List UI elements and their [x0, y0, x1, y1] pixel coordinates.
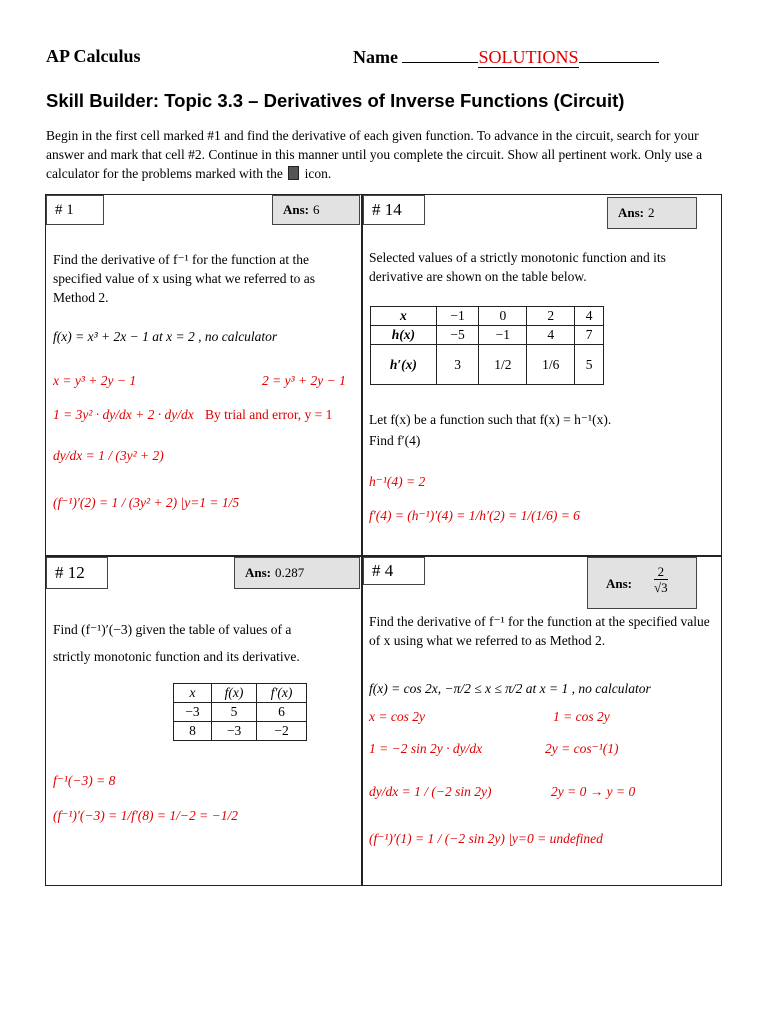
grid-divider-vertical [361, 194, 363, 886]
table-cell: −2 [257, 722, 307, 741]
cell-4-answer [587, 557, 697, 609]
cell-4-work-5: dy/dx = 1 / (−2 sin 2y) [369, 784, 492, 799]
cell-4-work-4: 2y = cos⁻¹(1) [545, 741, 619, 756]
cell-4-work-1: x = cos 2y [369, 709, 425, 724]
table-row [371, 307, 604, 326]
cell-4-answer-denominator: √3 [654, 580, 668, 595]
table-cell: −1 [479, 326, 527, 345]
cell-4-number: # 4 [363, 557, 425, 585]
name-value: SOLUTIONS [478, 47, 579, 67]
cell-12-answer-value: 0.287 [275, 565, 305, 580]
table-cell: 1/2 [479, 345, 527, 385]
cell-14-let: Let f(x) be a function such that f(x) = h⁻¹(x). [369, 412, 612, 427]
cell-14-answer [607, 197, 697, 229]
cell-4-answer-label: Ans: [606, 576, 633, 591]
table-cell: x [371, 307, 437, 326]
cell-14-find: Find f′(4) [369, 433, 421, 448]
table-cell: 5 [212, 703, 257, 722]
cell-4-given: f(x) = cos 2x, −π/2 ≤ x ≤ π/2 at x = 1 , no calculator [369, 681, 651, 696]
cell-4-work-2: 1 = cos 2y [553, 709, 610, 724]
cell-1-answer-label: Ans: [283, 202, 310, 217]
name-line [353, 46, 659, 68]
cell-14-work-2: f′(4) = (h⁻¹)′(4) = 1/h′(2) = 1/(1/6) = 6 [369, 508, 580, 523]
name-blank-left [402, 46, 478, 63]
cell-14-work-1: h⁻¹(4) = 2 [369, 474, 426, 489]
cell-12-number: # 12 [46, 557, 108, 589]
course-title: AP Calculus [46, 46, 141, 66]
name-blank-right [579, 46, 659, 63]
table-cell: 4 [575, 307, 604, 326]
table-row [174, 703, 307, 722]
table-cell: 8 [174, 722, 212, 741]
cell-1-given: f(x) = x³ + 2x − 1 at x = 2 , no calculator [53, 329, 278, 344]
table-cell: 0 [479, 307, 527, 326]
cell-12-prompt-a: Find (f⁻¹)′(−3) given the table of values of a [53, 622, 292, 637]
cell-4-work-6: 2y = 0 → y = 0 [551, 784, 636, 799]
cell-1-answer-value: 6 [313, 202, 320, 217]
cell-14-table [370, 306, 604, 385]
cell-12-table [173, 683, 307, 741]
table-cell: 2 [527, 307, 575, 326]
table-cell: f′(x) [257, 684, 307, 703]
cell-1-work-4: By trial and error, y = 1 [205, 407, 333, 422]
table-cell: 7 [575, 326, 604, 345]
cell-12-answer-label: Ans: [245, 565, 272, 580]
table-cell: −1 [436, 307, 479, 326]
cell-1-work-1: x = y³ + 2y − 1 [53, 373, 137, 388]
table-cell: h(x) [371, 326, 437, 345]
cell-14-answer-label: Ans: [618, 205, 645, 220]
cell-1-number: # 1 [46, 195, 104, 225]
cell-1-work-2: 2 = y³ + 2y − 1 [262, 373, 346, 388]
calculator-icon [288, 166, 299, 180]
cell-12-work-1: f⁻¹(−3) = 8 [53, 773, 116, 788]
table-row [371, 326, 604, 345]
table-cell: f(x) [212, 684, 257, 703]
table-cell: x [174, 684, 212, 703]
cell-1-answer [272, 195, 360, 225]
cell-12-prompt-b: strictly monotonic function and its derivative. [53, 649, 300, 664]
instructions-text: Begin in the first cell marked #1 and find the derivative of each given function. To advance in the circuit, search for your answer and mark that cell #2. Continue in this manner until you complete the circuit. Show all pertinent work. Only use a calculator for the problems marked with the [46, 128, 703, 181]
cell-1-work-5: dy/dx = 1 / (3y² + 2) [53, 448, 164, 463]
table-cell: 1/6 [527, 345, 575, 385]
cell-14-answer-value: 2 [648, 205, 655, 220]
name-label: Name [353, 47, 398, 67]
cell-14-number: # 14 [363, 195, 425, 225]
cell-1-work-6: (f⁻¹)′(2) = 1 / (3y² + 2) |y=1 = 1/5 [53, 495, 240, 510]
table-cell: 5 [575, 345, 604, 385]
page-title: Skill Builder: Topic 3.3 – Derivatives of Inverse Functions (Circuit) [46, 90, 625, 111]
table-row [174, 684, 307, 703]
cell-4-work-7: (f⁻¹)′(1) = 1 / (−2 sin 2y) |y=0 = undefined [369, 831, 603, 846]
cell-4-answer-value [654, 564, 668, 595]
cell-12-work-2: (f⁻¹)′(−3) = 1/f′(8) = 1/−2 = −1/2 [53, 808, 238, 823]
table-cell: h′(x) [371, 345, 437, 385]
table-cell: −3 [212, 722, 257, 741]
cell-4-work-3: 1 = −2 sin 2y · dy/dx [369, 741, 483, 756]
cell-1-prompt: Find the derivative of f⁻¹ for the function at the specified value of x using what we referred to as Method 2. [53, 252, 316, 305]
cell-1-work-3: 1 = 3y² · dy/dx + 2 · dy/dx [53, 407, 194, 422]
cell-4-prompt: Find the derivative of f⁻¹ for the function at the specified value of x using what we referred to as Method 2. [369, 614, 710, 648]
table-cell: 6 [257, 703, 307, 722]
instructions-end: icon. [304, 166, 332, 181]
table-cell: 4 [527, 326, 575, 345]
instructions [46, 126, 726, 183]
table-cell: −3 [174, 703, 212, 722]
table-cell: 3 [436, 345, 479, 385]
table-cell: −5 [436, 326, 479, 345]
cell-12-answer [234, 557, 360, 589]
cell-4-answer-numerator: 2 [654, 564, 668, 580]
table-row [174, 722, 307, 741]
table-row [371, 345, 604, 385]
cell-14-prompt: Selected values of a strictly monotonic function and its derivative are shown on the table below. [369, 250, 666, 284]
